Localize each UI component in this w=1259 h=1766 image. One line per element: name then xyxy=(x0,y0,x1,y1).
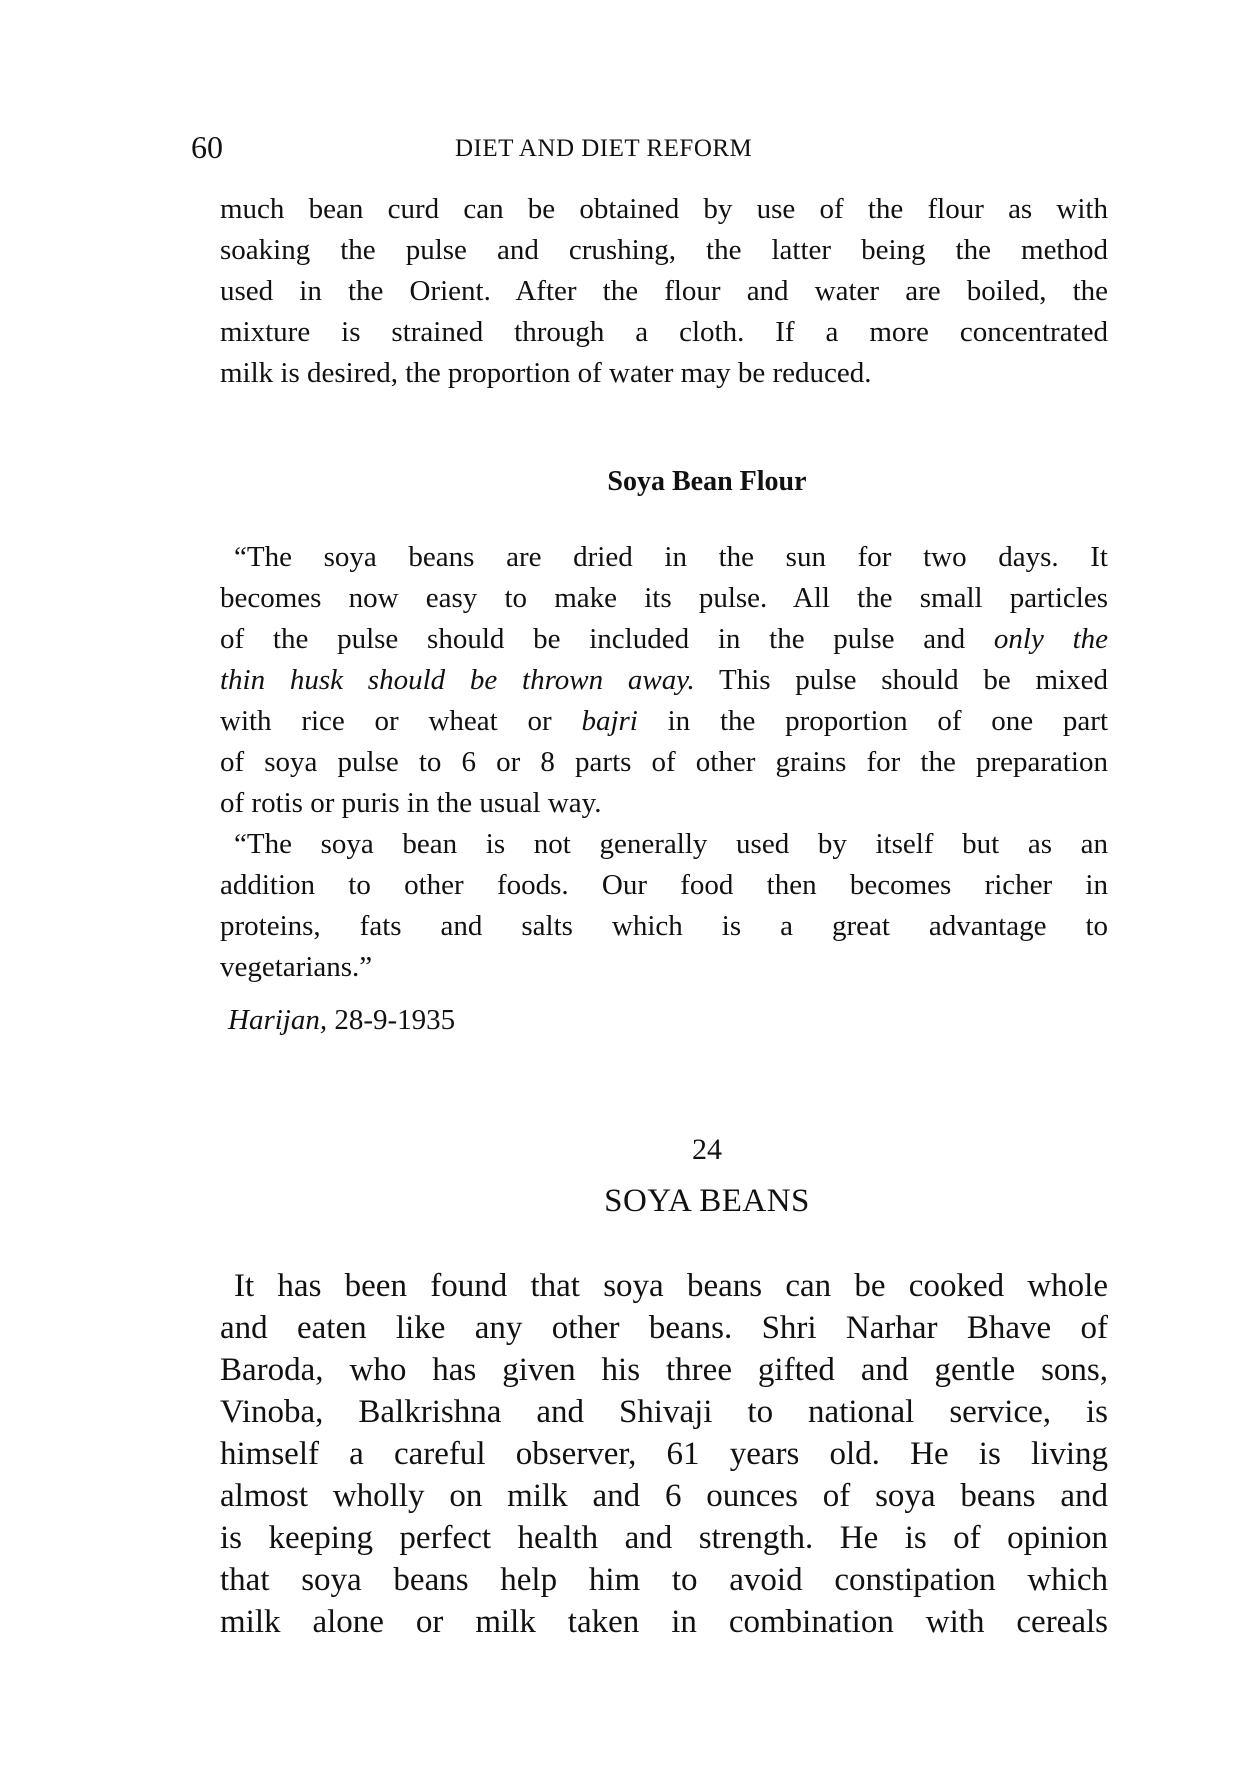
text-line: milk alone or milk taken in combination with cereals xyxy=(220,1604,1108,1640)
emphasis-text: only the xyxy=(993,623,1108,655)
text-line: “The soya bean is not generally used by itself but as an xyxy=(234,828,1108,860)
text-line: himself a careful observer, 61 years old. He is living xyxy=(220,1436,1108,1472)
text-line: used in the Orient. After the flour and water are boiled, the xyxy=(220,275,1108,307)
page-number: 60 xyxy=(191,129,223,165)
text-run: in the proportion of one part xyxy=(637,705,1109,737)
text-line: milk is desired, the proportion of water may be reduced. xyxy=(220,357,872,389)
text-line: “The soya beans are dried in the sun for two days. It xyxy=(234,541,1108,573)
text-line: vegetarians.” xyxy=(220,951,373,983)
emphasis-text: bajri xyxy=(581,705,638,737)
text-line: It has been found that soya beans can be cooked whole xyxy=(234,1268,1108,1304)
text-line: addition to other foods. Our food then becomes richer in xyxy=(220,869,1108,901)
chapter-title: SOYA BEANS xyxy=(604,1183,810,1219)
text-line: of soya pulse to 6 or 8 parts of other grains for the preparation xyxy=(220,746,1108,778)
text-run: with rice or wheat or xyxy=(220,705,582,737)
text-line: Baroda, who has given his three gifted and gentle sons, xyxy=(220,1352,1108,1388)
text-line: mixture is strained through a cloth. If a more concentrated xyxy=(220,316,1108,348)
text-line xyxy=(220,701,1108,742)
text-run: of the pulse should be included in the pulse and xyxy=(220,623,994,655)
text-line: much bean curd can be obtained by use of the flour as with xyxy=(220,193,1108,225)
source-date: 28-9-1935 xyxy=(334,1004,456,1036)
running-title: DIET AND DIET REFORM xyxy=(455,135,753,162)
text-run: This pulse should be mixed xyxy=(694,664,1108,696)
text-line: almost wholly on milk and 6 ounces of soya beans and xyxy=(220,1478,1108,1514)
text-line: of rotis or puris in the usual way. xyxy=(220,787,602,819)
quoted-passage xyxy=(220,537,1108,988)
text-line xyxy=(220,660,1108,701)
text-line: becomes now easy to make its pulse. All the small particles xyxy=(220,582,1108,614)
section-heading: Soya Bean Flour xyxy=(607,466,807,497)
emphasis-text: thin husk should be thrown away. xyxy=(220,664,695,696)
text-line: and eaten like any other beans. Shri Narhar Bhave of xyxy=(220,1310,1108,1346)
text-line xyxy=(220,619,1108,660)
text-line: that soya beans help him to avoid constipation which xyxy=(220,1562,1108,1598)
text-line: soaking the pulse and crushing, the latter being the method xyxy=(220,234,1108,266)
source-citation xyxy=(228,1002,455,1038)
text-line: is keeping perfect health and strength. He is of opinion xyxy=(220,1520,1108,1556)
chapter-body xyxy=(220,1265,1108,1643)
opening-paragraph xyxy=(220,189,1108,394)
text-line: Vinoba, Balkrishna and Shivaji to national service, is xyxy=(220,1394,1108,1430)
chapter-number: 24 xyxy=(692,1133,722,1166)
source-publication: Harijan, xyxy=(228,1004,328,1036)
text-line: proteins, fats and salts which is a great advantage to xyxy=(220,910,1108,942)
